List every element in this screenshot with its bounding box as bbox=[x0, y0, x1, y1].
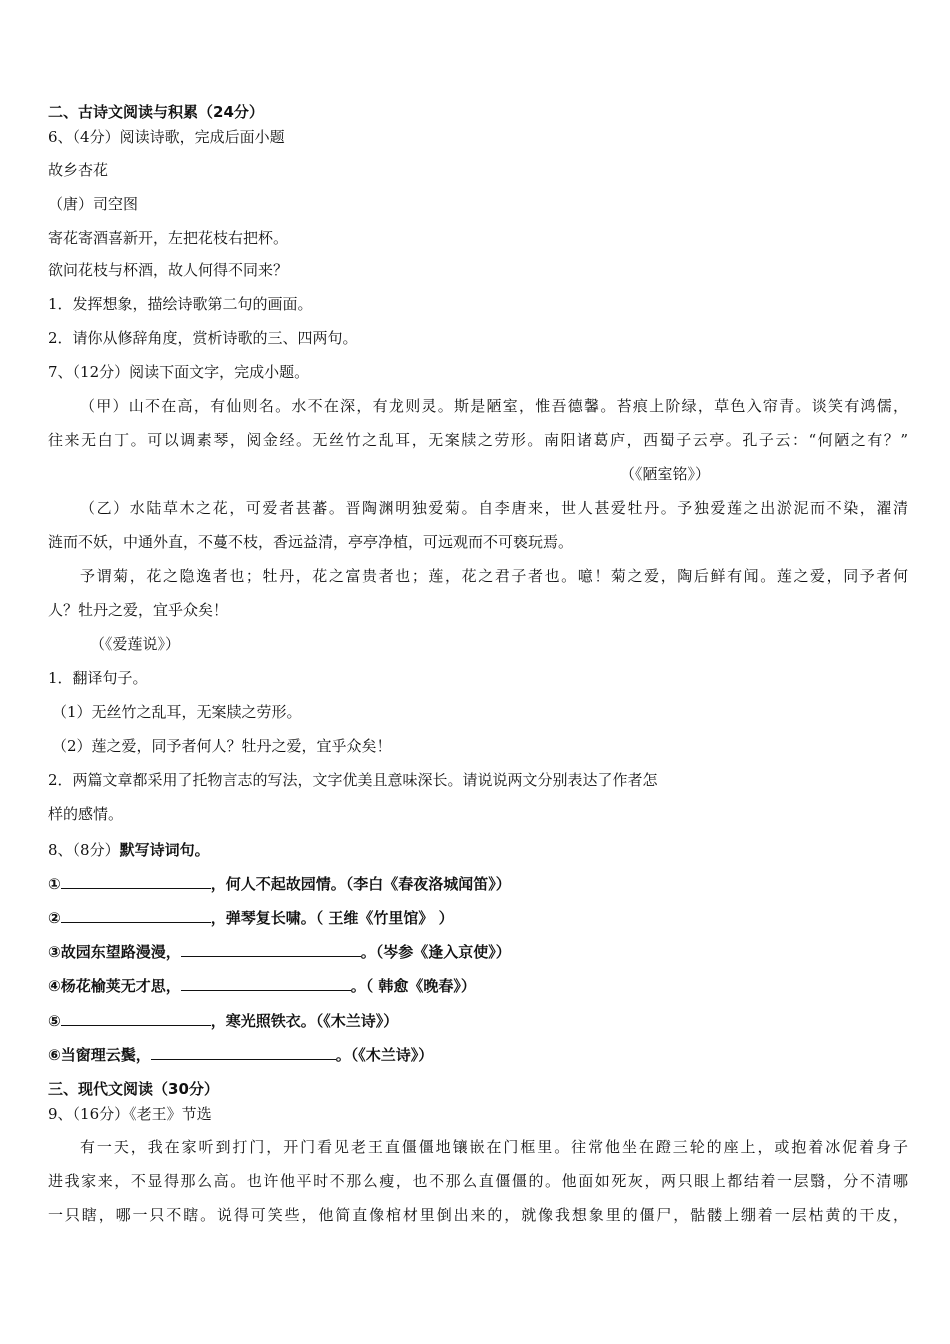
q6-poem-line-1: 寄花寄酒喜新开，左把花枝右把杯。 bbox=[48, 229, 289, 247]
q8-item-3-pre: ③故园东望路漫漫， bbox=[48, 943, 181, 961]
q6-poem-author: （唐）司空图 bbox=[48, 195, 139, 213]
q9-paragraph-line-3: 一只瞎，哪一只不瞎。说得可笑些，他简直像棺材里倒出来的，就像我想象里的僵尸，骷髅上绷着一层枯黄的干皮， bbox=[48, 1206, 908, 1224]
q8-item-2 bbox=[48, 907, 910, 929]
q8-item-4-pre: ④杨花榆荚无才思， bbox=[48, 977, 181, 995]
q9-header: 9、（16分）《老王》节选 bbox=[48, 1105, 212, 1123]
section-2-title: 二、古诗文阅读与积累（24分） bbox=[48, 103, 264, 121]
q6-poem-title: 故乡杏花 bbox=[48, 161, 109, 179]
q8-item-2-pre: ② bbox=[48, 909, 61, 927]
q8-item-3-post: 。（岑参《逢入京使》） bbox=[360, 943, 511, 961]
q8-item-4-post: 。（ 韩愈《晚春》） bbox=[350, 977, 476, 995]
q6-header: 6、（4分）阅读诗歌，完成后面小题 bbox=[48, 128, 285, 146]
q7-subquestion-1: 1．翻译句子。 bbox=[48, 669, 148, 687]
q8-item-5-blank[interactable] bbox=[61, 1010, 211, 1026]
q8-item-1-post: ，何人不起故园情。（李白《春夜洛城闻笛》） bbox=[210, 875, 511, 893]
q6-subquestion-1: 1．发挥想象，描绘诗歌第二句的画面。 bbox=[48, 295, 313, 313]
q9-paragraph-line-2: 进我家来，不显得那么高。也许他平时不那么瘦，也不那么直僵僵的。他面如死灰，两只眼上都结着一层翳，分不清哪 bbox=[48, 1172, 908, 1190]
q8-item-6-post: 。（《木兰诗》） bbox=[335, 1046, 434, 1064]
q7-yi-line-3: 予谓菊，花之隐逸者也；牡丹，花之富贵者也；莲，花之君子者也。噫！菊之爱，陶后鲜有闻。莲之爱，同予者何 bbox=[80, 567, 908, 585]
q8-item-3 bbox=[48, 941, 910, 963]
q8-item-2-post: ，弹琴复长啸。（ 王维《竹里馆》 ） bbox=[210, 909, 454, 927]
q8-header-prefix: 8、（8分） bbox=[48, 841, 120, 859]
q8-item-5-post: ，寒光照铁衣。（《木兰诗》） bbox=[210, 1012, 399, 1030]
q8-item-1 bbox=[48, 873, 910, 895]
q7-subquestion-1-1: （1）无丝竹之乱耳，无案牍之劳形。 bbox=[52, 703, 302, 721]
q8-item-4 bbox=[48, 975, 910, 997]
q8-header bbox=[48, 839, 910, 861]
q7-jia-line-2: 往来无白丁。可以调素琴，阅金经。无丝竹之乱耳，无案牍之劳形。南阳诸葛庐，西蜀子云亭。孔子云：“何陋之有？” bbox=[48, 431, 908, 449]
q8-item-2-blank[interactable] bbox=[61, 907, 211, 923]
q9-paragraph-line-1: 有一天，我在家听到打门，开门看见老王直僵僵地镶嵌在门框里。往常他坐在蹬三轮的座上，或抱着冰伲着身子 bbox=[80, 1138, 908, 1156]
q8-item-1-blank[interactable] bbox=[61, 873, 211, 889]
section-3-title: 三、现代文阅读（30分） bbox=[48, 1080, 219, 1098]
q7-yi-source: （《爱莲说》） bbox=[90, 635, 181, 653]
q7-subquestion-2-line-1: 2．两篇文章都采用了托物言志的写法，文字优美且意味深长。请说说两文分别表达了作者怎 bbox=[48, 771, 658, 789]
q8-item-5 bbox=[48, 1010, 910, 1032]
q8-item-5-pre: ⑤ bbox=[48, 1012, 61, 1030]
q8-item-4-blank[interactable] bbox=[181, 975, 351, 991]
q7-jia-source: （《陋室铭》） bbox=[620, 465, 711, 483]
q7-yi-line-2: 涟而不妖，中通外直，不蔓不枝，香远益清，亭亭净植，可远观而不可亵玩焉。 bbox=[48, 533, 574, 551]
q7-header: 7、（12分）阅读下面文字，完成小题。 bbox=[48, 363, 310, 381]
q8-item-1-pre: ① bbox=[48, 875, 61, 893]
q7-subquestion-1-2: （2）莲之爱，同予者何人？牡丹之爱，宜乎众矣！ bbox=[52, 737, 392, 755]
q6-poem-line-2: 欲问花枝与杯酒，故人何得不同来？ bbox=[48, 261, 289, 279]
q7-yi-line-1: （乙）水陆草木之花，可爱者甚蕃。晋陶渊明独爱菊。自李唐来，世人甚爱牡丹。予独爱莲之出淤泥而不染，濯清 bbox=[80, 499, 908, 517]
q7-jia-line-1: （甲）山不在高，有仙则名。水不在深，有龙则灵。斯是陋室，惟吾德馨。苔痕上阶绿，草色入帘青。谈笑有鸿儒， bbox=[80, 397, 908, 415]
q8-header-bold: 默写诗词句。 bbox=[119, 841, 210, 859]
q8-item-6-pre: ⑥当窗理云鬓， bbox=[48, 1046, 151, 1064]
q7-subquestion-2-line-2: 样的感情。 bbox=[48, 805, 124, 823]
q7-yi-line-4: 人？牡丹之爱，宜乎众矣！ bbox=[48, 601, 229, 619]
q8-item-3-blank[interactable] bbox=[181, 941, 361, 957]
q8-item-6-blank[interactable] bbox=[151, 1044, 336, 1060]
q6-subquestion-2: 2．请你从修辞角度，赏析诗歌的三、四两句。 bbox=[48, 329, 358, 347]
q8-item-6 bbox=[48, 1044, 910, 1066]
